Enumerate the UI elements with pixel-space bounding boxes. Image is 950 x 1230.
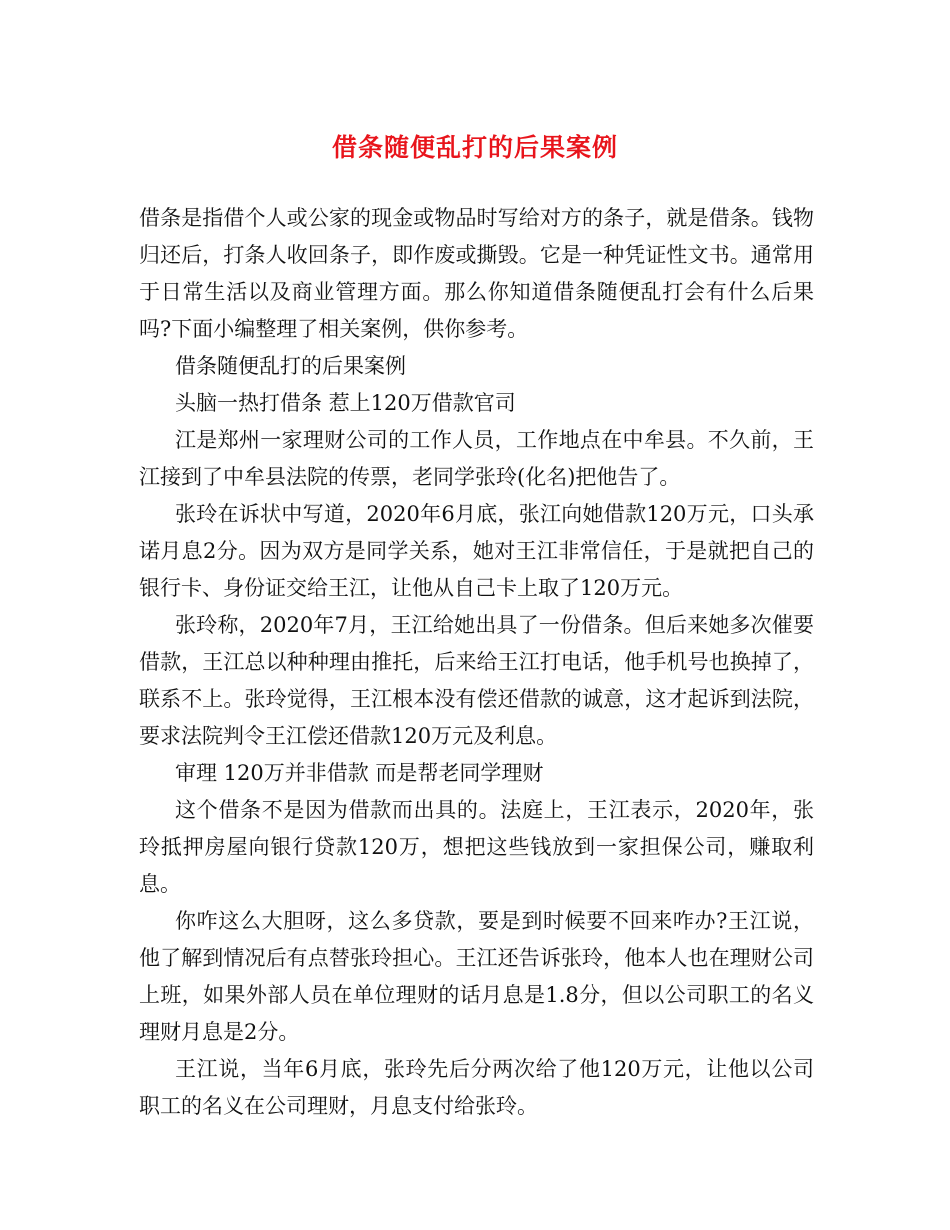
- paragraph-complaint: 张玲在诉状中写道，2020年6月底，张江向她借款120万元，口头承诺月息2分。因为双方是同学关系，她对王江非常信任，于是就把自己的银行卡、身份证交给王江，让他从自己卡上取了120万元。: [139, 502, 814, 600]
- section-heading-trial: 审理 120万并非借款 而是帮老同学理财: [175, 761, 544, 785]
- paragraph-payment: 王江说，当年6月底，张玲先后分两次给了他120万元，让他以公司职工的名义在公司理财，月息支付给张玲。: [139, 1057, 814, 1118]
- document-body: [139, 200, 814, 1125]
- section-heading-iou: 头脑一热打借条 惹上120万借款官司: [175, 391, 516, 415]
- paragraph-claim: 张玲称，2020年7月，王江给她出具了一份借条。但后来她多次催要借款，王江总以种种理由推托，后来给王江打电话，他手机号也换掉了，联系不上。张玲觉得，王江根本没有偿还借款的诚意，这才起诉到法院，要求法院判令王江偿还借款120万元及利息。: [139, 613, 814, 748]
- paragraph-concern: 你咋这么大胆呀，这么多贷款，要是到时候要不回来咋办?王江说，他了解到情况后有点替张玲担心。王江还告诉张玲，他本人也在理财公司上班，如果外部人员在单位理财的话月息是1.8分，但以公司职工的名义理财月息是2分。: [139, 909, 814, 1044]
- paragraph-defense: 这个借条不是因为借款而出具的。法庭上，王江表示，2020年，张玲抵押房屋向银行贷款120万，想把这些钱放到一家担保公司，赚取利息。: [139, 798, 814, 896]
- paragraph-summons: 江是郑州一家理财公司的工作人员，工作地点在中牟县。不久前，王江接到了中牟县法院的传票，老同学张玲(化名)把他告了。: [139, 428, 814, 489]
- paragraph-intro: 借条是指借个人或公家的现金或物品时写给对方的条子，就是借条。钱物归还后，打条人收回条子，即作废或撕毁。它是一种凭证性文书。通常用于日常生活以及商业管理方面。那么你知道借条随便乱打会有什么后果吗?下面小编整理了相关案例，供你参考。: [139, 206, 814, 341]
- document-title: 借条随便乱打的后果案例: [331, 133, 618, 162]
- section-heading-cases: 借条随便乱打的后果案例: [175, 354, 406, 378]
